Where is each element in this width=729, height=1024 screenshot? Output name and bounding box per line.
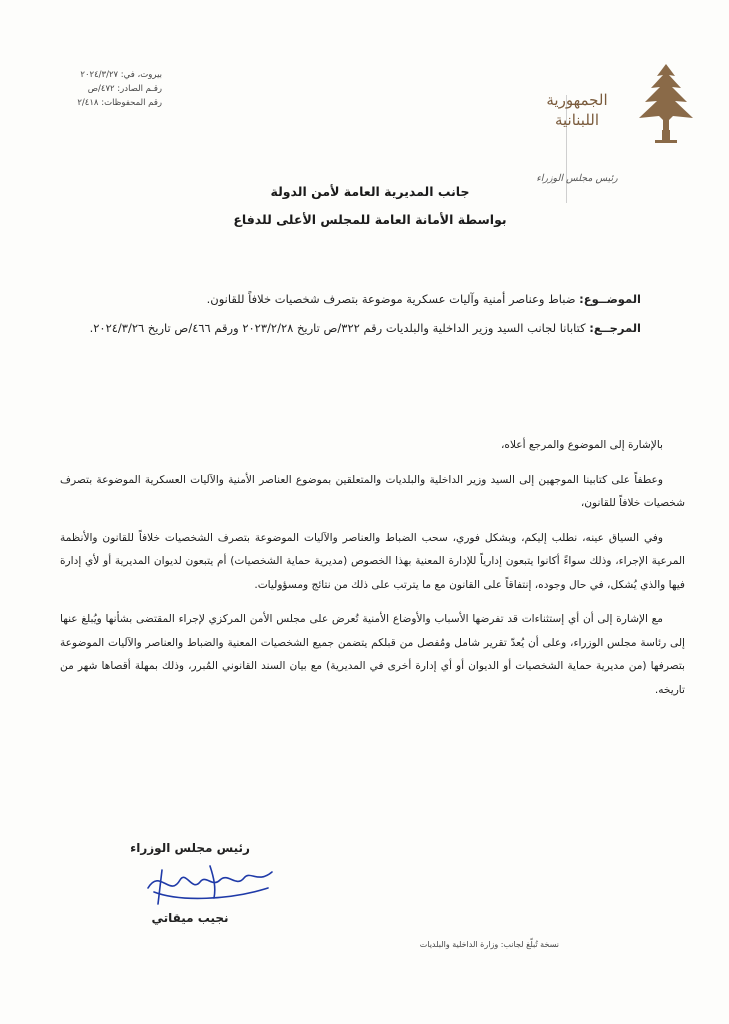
body-paragraph-4: مع الإشارة إلى أن أي إستثناءات قد تفرضها الأسباب والأوضاع الأمنية تُعرض على مجلس الأمن المركزي لإجراء المقتضى بشأنها ويُبلغ عنها إلى رئاسة مجلس الوزراء، وعلى أن يُعدّ تقرير شامل ومُفصل من قبلكم يتضمن جميع الشخصيات المعنية والضباط والعناصر والآليات الموضوعة بتصرفها (من مديرية حماية الشخصيات أو الديوان أو أي إدارة أخرى في المديرية) مع بيان السند القانوني المُبرر، وذلك بمهلة أقصاها شهر من تاريخه. — [60, 613, 685, 696]
outgoing-number: رقـم الصادر: ٤٧٢/ص — [87, 84, 162, 94]
subject-label: الموضــوع: — [579, 292, 641, 306]
addressee-line-1: جانب المديرية العامة لأمن الدولة — [270, 184, 470, 199]
reference-label: المرجــع: — [589, 321, 641, 335]
reference-line — [61, 315, 641, 342]
letterhead — [527, 40, 697, 184]
office-title: رئيس مجلس الوزراء — [536, 173, 618, 184]
republic-wordmark: الجمهورية اللبنانية — [546, 91, 608, 129]
body-paragraph-2: وعطفاً على كتابينا الموجهين إلى السيد وزير الداخلية والبلديات والمتعلقين بموضوع العناصر الأمنية والآليات العسكرية الموضوعة بتصرف شخصيات خلافاً للقانون، — [60, 473, 685, 509]
reference-text: كتابانا لجانب السيد وزير الداخلية والبلديات رقم ٣٢٢/ص تاريخ ٢٠٢٣/٢/٢٨ ورقم ٤٦٦/ص تاريخ ٢٠٢٤/٣/٢٦. — [89, 321, 586, 335]
signatory-name: نجيب ميقاتي — [151, 911, 229, 925]
addressee — [160, 178, 580, 234]
date-line: بيروت، في: ٢٠٢٤/٣/٢٧ — [80, 70, 162, 80]
letter-meta — [44, 68, 162, 110]
signatory-title: رئيس مجلس الوزراء — [130, 841, 250, 855]
body-paragraph-3: وفي السياق عينه، نطلب إليكم، وبشكل فوري، سحب الضباط والعناصر والآليات الموضوعة بتصرف الشخصيات خلافاً للقانون والأنظمة المرعية الإجراء، وذلك سواءً أكانوا يتبعون إدارياً للإدارة المعنية بهذا الخصوص (مديرية حماية الشخصيات) أم يتبعون لديوان المديرية أو لأي إدارة فيها والذي يُشكل، في حال وجوده، إنتفاقاً على القانون مع ما يترتب على ذلك من نتائج ومسؤوليات. — [60, 531, 685, 591]
archive-number: رقم المحفوظات: ٢/٤١٨ — [77, 98, 162, 108]
subject-text: ضباط وعناصر أمنية وآليات عسكرية موضوعة بتصرف شخصيات خلافاً للقانون. — [206, 292, 576, 306]
letter-body — [60, 434, 685, 713]
cedar-emblem-icon — [635, 60, 697, 150]
addressee-line-2: بواسطة الأمانة العامة للمجلس الأعلى للدفاع — [233, 212, 507, 227]
handwritten-signature — [140, 858, 280, 908]
copy-to-line: نسخة تُبلّغ لجانب: وزارة الداخلية والبلديات — [419, 940, 559, 949]
subject-line — [61, 285, 641, 313]
body-paragraph-1: بالإشارة إلى الموضوع والمرجع أعلاه، — [500, 439, 663, 451]
